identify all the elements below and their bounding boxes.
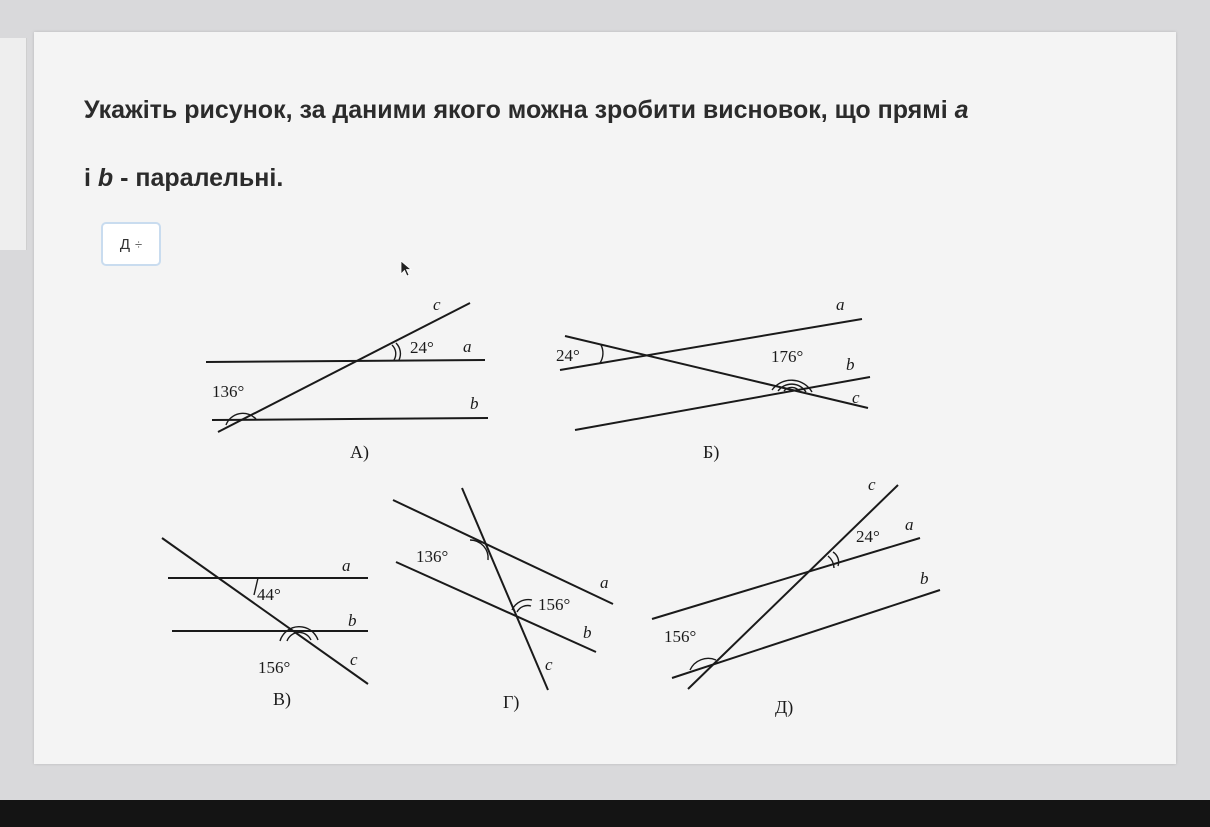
fig-d-line-c: c: [868, 475, 876, 494]
fig-v-line-a: a: [342, 556, 351, 575]
fig-g-line-b: b: [583, 623, 592, 642]
fig-d-line-b: b: [920, 569, 929, 588]
fig-b-angle-176: 176°: [771, 347, 804, 366]
fig-v-angle-44: 44°: [257, 585, 281, 604]
fig-a-angle-136: 136°: [212, 382, 245, 401]
fig-v-caption: В): [273, 689, 291, 709]
fig-a-angle-24: 24°: [410, 338, 434, 357]
fig-b-line-c: c: [852, 388, 860, 407]
question-part3: - паралельні.: [113, 164, 284, 192]
var-a: a: [954, 96, 969, 124]
fig-b-angle-24: 24°: [556, 346, 580, 365]
question-part2: і: [84, 164, 98, 192]
fig-g-line-a: a: [600, 573, 609, 592]
question-part1: Укажіть рисунок, за даними якого можна зробити висновок, що прямі: [84, 96, 955, 124]
fig-g-caption: Г): [503, 692, 520, 712]
fig-a-line-a: a: [463, 337, 472, 356]
fig-g-angle-156: 156°: [538, 595, 571, 614]
fig-g-angle-136: 136°: [416, 547, 449, 566]
fig-d-angle-156: 156°: [664, 627, 697, 646]
figure-a-lines: [206, 303, 488, 432]
answer-selected-value: Д: [119, 235, 131, 253]
fig-a-line-b: b: [470, 394, 479, 413]
fig-a-caption: A): [350, 442, 369, 462]
fig-v-angle-156: 156°: [258, 658, 291, 677]
figure-d-lines: [652, 485, 940, 689]
fig-d-angle-24: 24°: [856, 527, 880, 546]
fig-v-line-c: c: [350, 650, 358, 669]
figure-b-lines: [560, 319, 870, 430]
fig-b-line-b: b: [846, 355, 855, 374]
fig-d-caption: Д): [775, 697, 794, 717]
sort-arrows-icon: ÷: [135, 236, 143, 252]
fig-v-line-b: b: [348, 611, 357, 630]
fig-a-line-c: c: [433, 295, 441, 314]
fig-d-line-a: a: [905, 515, 914, 534]
fig-g-line-c: c: [545, 655, 553, 674]
bottom-bezel: [0, 800, 1210, 827]
var-b: b: [97, 164, 114, 192]
figure-g-lines: [393, 488, 613, 690]
fig-b-caption: Б): [703, 442, 720, 462]
fig-b-line-a: a: [836, 295, 845, 314]
